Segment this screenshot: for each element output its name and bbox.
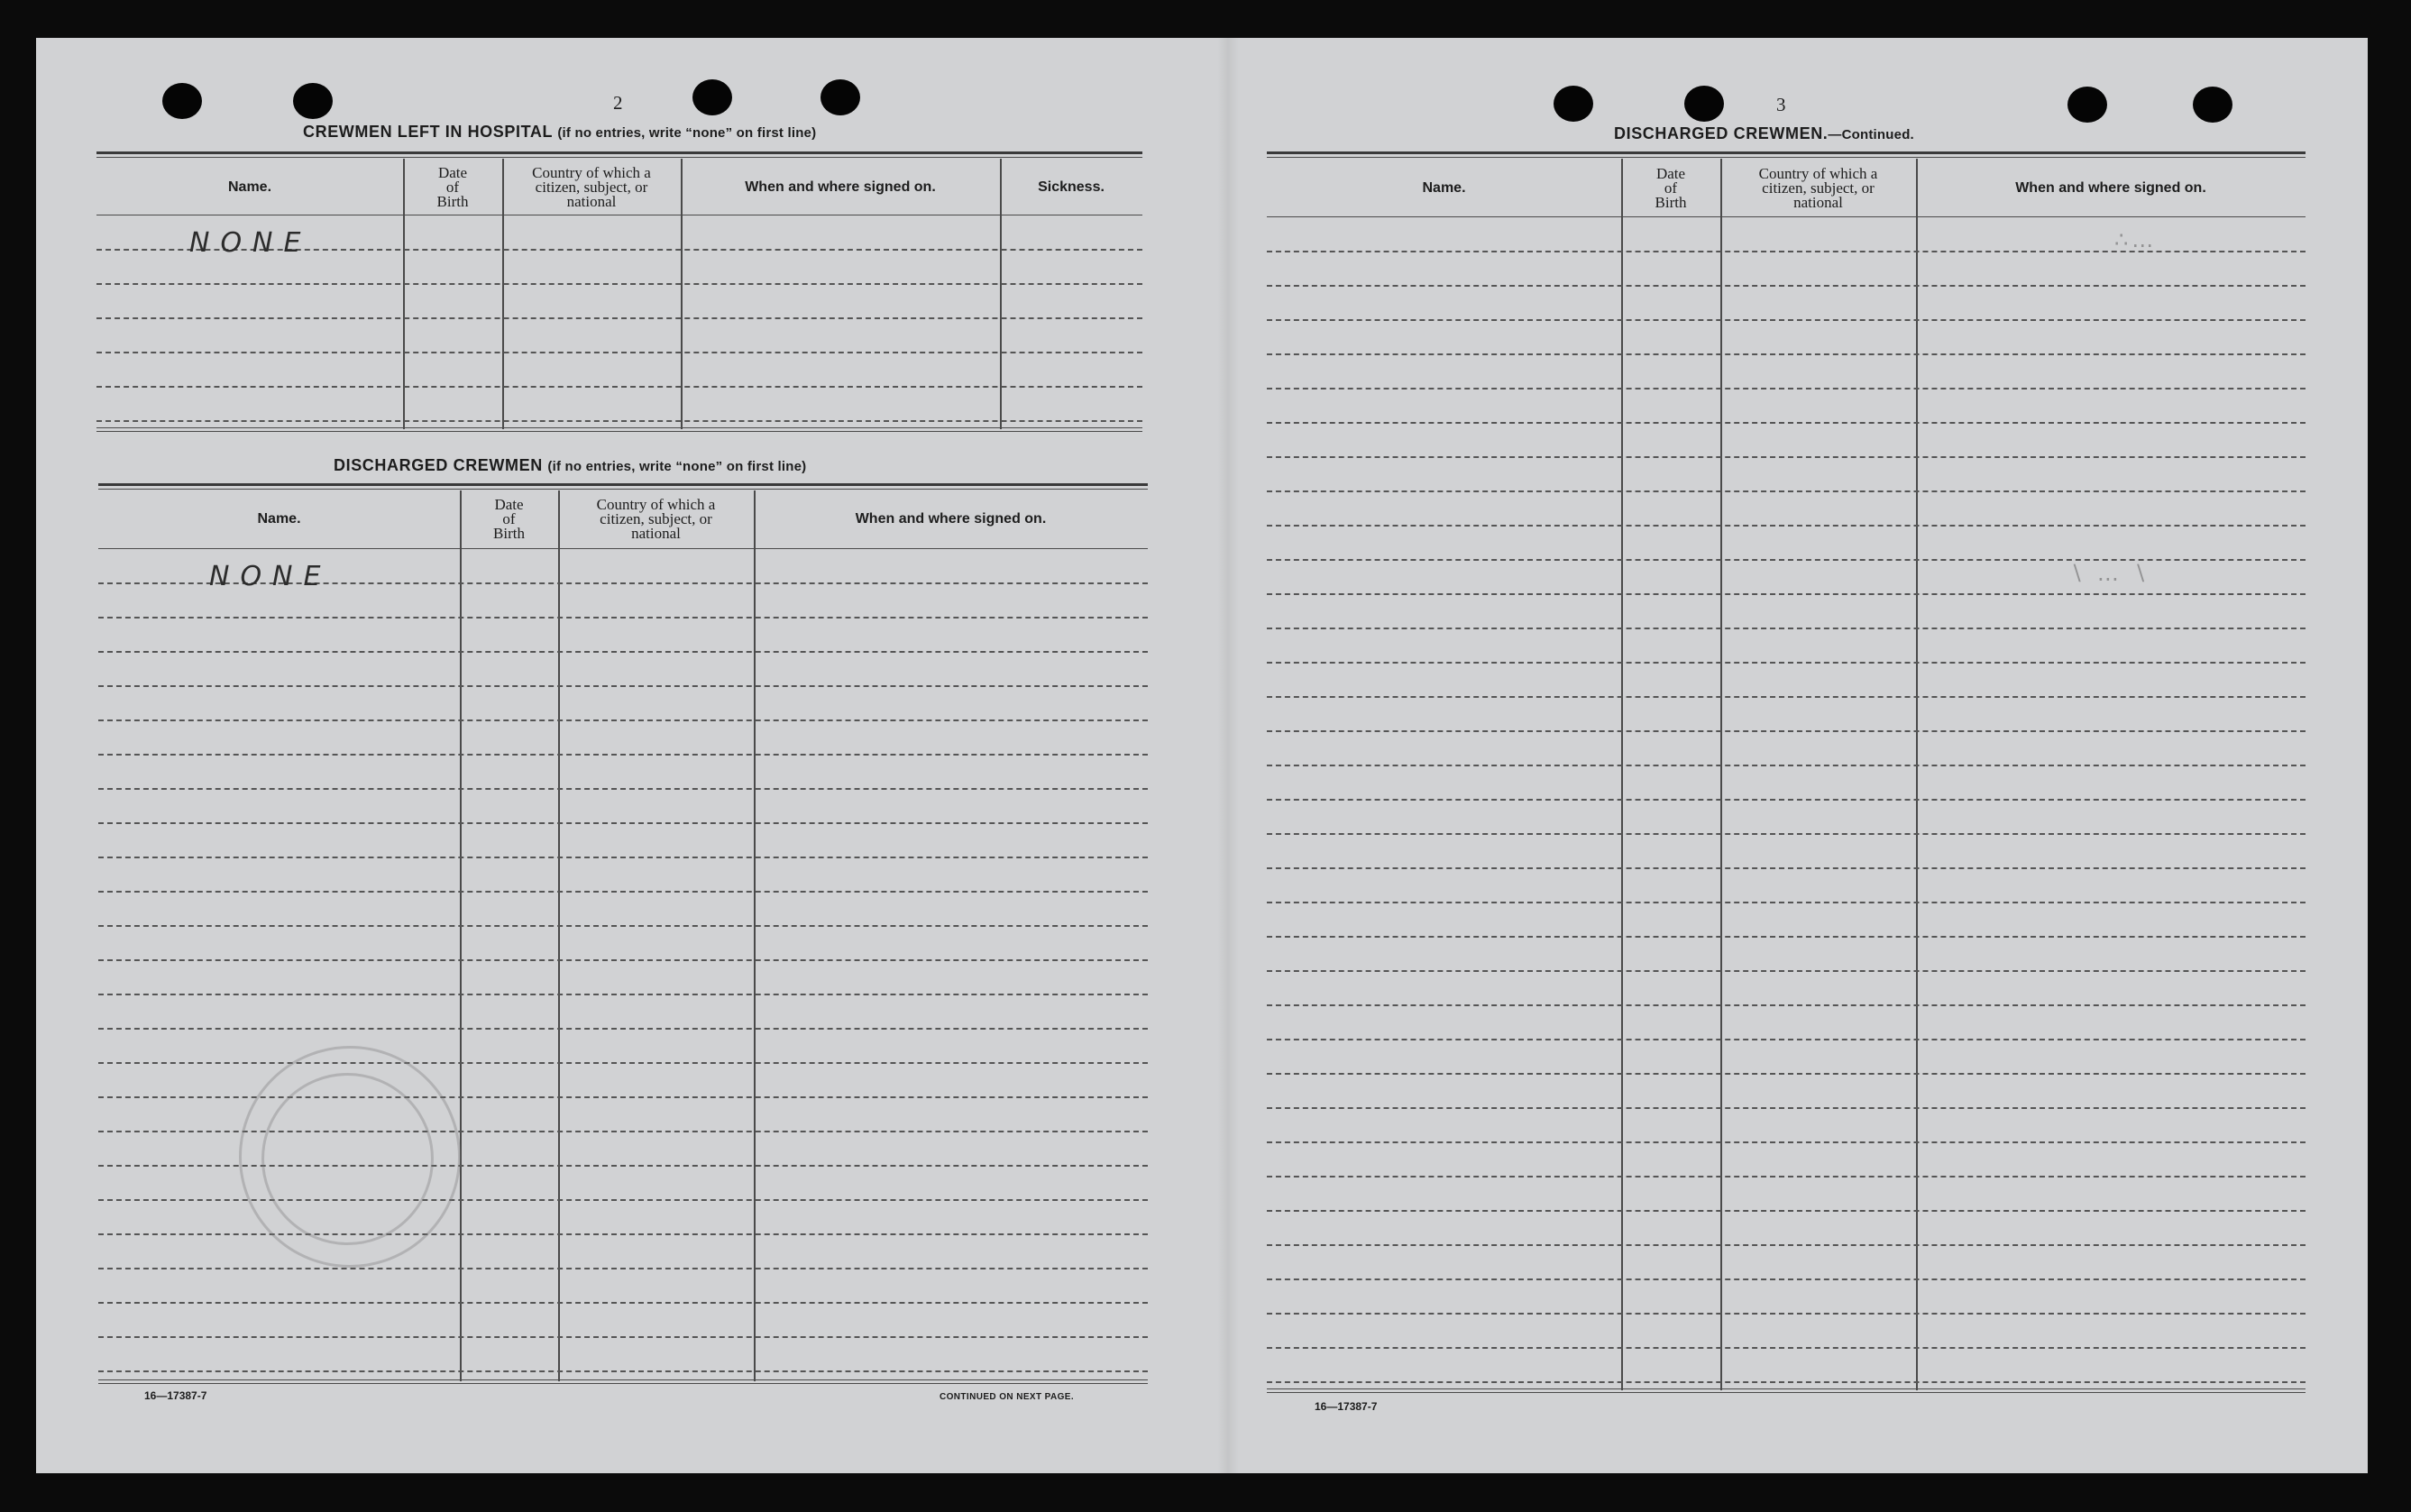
table-rule — [1267, 1392, 2306, 1393]
punch-hole — [820, 79, 860, 115]
ruled-line — [1267, 1107, 2306, 1109]
table-rule — [96, 427, 1142, 428]
ruled-line — [1267, 388, 2306, 389]
ruled-line — [1267, 696, 2306, 698]
header-country: Country of which a citizen, subject, or national — [532, 164, 651, 210]
header-date-of-birth: Date of Birth — [1655, 165, 1687, 211]
discharged-title-text: DISCHARGED CREWMEN — [334, 456, 543, 474]
header-sickness: Sickness. — [1038, 179, 1105, 195]
table-rule — [98, 1379, 1148, 1380]
ruled-line — [98, 857, 1148, 858]
page-number-right: 3 — [1776, 94, 1786, 115]
header-date-of-birth: Date of Birth — [436, 164, 469, 210]
ruled-line — [98, 959, 1148, 961]
ruled-line — [98, 994, 1148, 995]
discharged-continued-table — [1267, 151, 2306, 1394]
ruled-line — [1267, 1004, 2306, 1006]
discharged-section-title — [334, 456, 806, 475]
ruled-line — [1267, 765, 2306, 766]
punch-hole — [2193, 87, 2232, 123]
ruled-line — [98, 617, 1148, 619]
header-name: Name. — [227, 179, 272, 195]
faint-stamp — [261, 1073, 434, 1245]
punch-hole — [2067, 87, 2107, 123]
ruled-line — [1267, 1210, 2306, 1212]
ruled-line — [1267, 1039, 2306, 1040]
right-rows — [1267, 216, 2306, 1387]
ruled-line — [1267, 525, 2306, 527]
ruled-line — [1267, 902, 2306, 903]
hospital-table — [96, 151, 1142, 433]
ruled-line — [1267, 1176, 2306, 1178]
header-signed-on: When and where signed on. — [2015, 180, 2206, 196]
ruled-line — [1267, 970, 2306, 972]
ruled-line — [98, 1370, 1148, 1372]
ruled-line — [1267, 936, 2306, 938]
table-rule — [1267, 1388, 2306, 1389]
ruled-line — [98, 925, 1148, 927]
ruled-line — [96, 352, 1142, 353]
table-rule — [96, 151, 1142, 154]
ruled-line — [98, 1062, 1148, 1064]
ruled-line — [98, 788, 1148, 790]
hospital-section-title — [303, 123, 816, 142]
form-number-right: 16—17387-7 — [1315, 1400, 1378, 1413]
discharged-rows — [98, 548, 1148, 1376]
ruled-line — [1267, 319, 2306, 321]
ruled-line — [98, 651, 1148, 653]
ruled-line — [98, 1302, 1148, 1304]
ruled-line — [1267, 422, 2306, 424]
punch-hole — [1554, 86, 1593, 122]
right-section-title — [1614, 124, 1914, 143]
continued-note: CONTINUED ON NEXT PAGE. — [940, 1392, 1075, 1402]
ruled-line — [98, 891, 1148, 893]
hospital-instruction: (if no entries, write “none” on first line) — [557, 125, 817, 141]
right-title-suffix: —Continued. — [1828, 127, 1914, 142]
table-rule — [1267, 157, 2306, 158]
table-rule — [96, 157, 1142, 158]
ruled-line — [1267, 1141, 2306, 1143]
table-rule — [1267, 151, 2306, 154]
faint-mark: ∴… — [2114, 227, 2158, 252]
ruled-line — [1267, 1347, 2306, 1349]
handwritten-entry-discharged: NONE — [209, 561, 332, 592]
header-country: Country of which a citizen, subject, or national — [596, 496, 716, 542]
ruled-line — [98, 685, 1148, 687]
hospital-title-text: CREWMEN LEFT IN HOSPITAL — [303, 123, 553, 141]
ruled-line — [1267, 867, 2306, 869]
ruled-line — [98, 1028, 1148, 1030]
ruled-line — [1267, 1073, 2306, 1075]
right-title-text: DISCHARGED CREWMEN. — [1614, 124, 1829, 142]
ruled-line — [1267, 1381, 2306, 1383]
ruled-line — [1267, 662, 2306, 664]
punch-hole — [162, 83, 202, 119]
table-rule — [98, 1383, 1148, 1384]
ruled-line — [98, 1268, 1148, 1269]
table-rule — [96, 431, 1142, 432]
page-fold — [1217, 38, 1239, 1473]
ruled-line — [98, 1233, 1148, 1235]
ruled-line — [98, 822, 1148, 824]
discharged-instruction: (if no entries, write “none” on first line) — [547, 459, 807, 474]
ruled-line — [98, 1336, 1148, 1338]
header-signed-on: When and where signed on. — [855, 511, 1047, 527]
ruled-line — [1267, 1313, 2306, 1315]
ruled-line — [1267, 490, 2306, 492]
header-name: Name. — [257, 511, 301, 527]
ruled-line — [1267, 799, 2306, 801]
header-name: Name. — [1422, 180, 1466, 196]
page-number-left: 2 — [613, 92, 623, 114]
ruled-line — [96, 420, 1142, 422]
ruled-line — [1267, 730, 2306, 732]
punch-hole — [692, 79, 732, 115]
table-rule — [98, 489, 1148, 490]
ruled-line — [1267, 628, 2306, 629]
handwritten-entry-hospital: NONE — [189, 227, 312, 259]
ruled-line — [1267, 456, 2306, 458]
header-country: Country of which a citizen, subject, or national — [1758, 165, 1878, 211]
header-date-of-birth: Date of Birth — [493, 496, 525, 542]
punch-hole — [293, 83, 333, 119]
discharged-table — [98, 483, 1148, 1385]
header-signed-on: When and where signed on. — [745, 179, 936, 195]
ruled-line — [1267, 833, 2306, 835]
faint-mark: ∖ … ∖ — [2069, 561, 2150, 586]
ruled-line — [1267, 593, 2306, 595]
ruled-line — [98, 754, 1148, 756]
ruled-line — [96, 386, 1142, 388]
punch-hole — [1684, 86, 1724, 122]
ruled-line — [96, 317, 1142, 319]
ruled-line — [1267, 285, 2306, 287]
ruled-line — [1267, 1278, 2306, 1280]
table-rule — [98, 483, 1148, 486]
ruled-line — [98, 719, 1148, 721]
ruled-line — [1267, 1244, 2306, 1246]
ruled-line — [1267, 353, 2306, 355]
form-number-left: 16—17387-7 — [144, 1389, 207, 1402]
ruled-line — [96, 283, 1142, 285]
